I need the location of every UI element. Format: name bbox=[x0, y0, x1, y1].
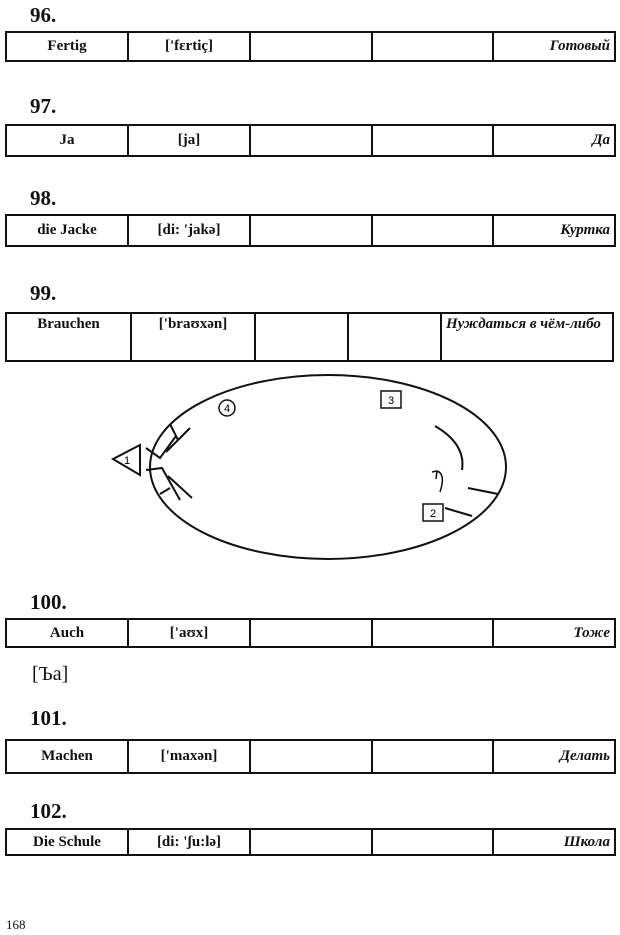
blank-cell bbox=[372, 619, 494, 647]
throat-line bbox=[445, 508, 472, 516]
page-number: 168 bbox=[6, 917, 26, 932]
marker-4-label: 4 bbox=[223, 403, 231, 415]
entry-number: 100. bbox=[30, 590, 67, 614]
marker-2-label: 2 bbox=[429, 508, 437, 520]
vocab-row bbox=[5, 618, 616, 648]
transcription-cell: [di: 'jakə] bbox=[128, 215, 250, 246]
word-cell: Brauchen bbox=[6, 313, 131, 361]
entry-number: 98. bbox=[30, 186, 57, 210]
entry-number: 101. bbox=[30, 706, 67, 730]
entry-number: 97. bbox=[30, 94, 57, 118]
word-cell: Ja bbox=[6, 125, 128, 156]
transcription-cell: [di: 'ʃu:lə] bbox=[128, 829, 250, 855]
oral-cavity-outline bbox=[150, 375, 506, 559]
vocab-row bbox=[5, 828, 616, 856]
entry-number: 96. bbox=[30, 3, 57, 27]
blank-cell bbox=[372, 740, 494, 773]
transcription-cell: ['fɛrtiç] bbox=[128, 32, 250, 61]
entry-number: 99. bbox=[30, 281, 57, 305]
marker-1-label: 1 bbox=[123, 455, 131, 467]
translation-cell: Делать bbox=[493, 740, 615, 773]
uvula-line bbox=[468, 488, 498, 494]
blank-cell bbox=[372, 829, 494, 855]
entry-number: 102. bbox=[30, 799, 67, 823]
translation-cell: Куртка bbox=[493, 215, 615, 246]
word-cell: Die Schule bbox=[6, 829, 128, 855]
translation-cell: Тоже bbox=[493, 619, 615, 647]
tongue-curve bbox=[435, 426, 462, 470]
transcription-cell: ['braʊxən] bbox=[131, 313, 255, 361]
blank-cell bbox=[250, 740, 372, 773]
airflow-arrow bbox=[432, 471, 442, 492]
handwritten-note: [Ъa] bbox=[32, 663, 69, 685]
word-cell: Machen bbox=[6, 740, 128, 773]
translation-cell: Да bbox=[493, 125, 615, 156]
upper-lip-lines bbox=[146, 424, 190, 458]
transcription-cell: ['maxən] bbox=[128, 740, 250, 773]
word-cell: die Jacke bbox=[6, 215, 128, 246]
blank-cell bbox=[250, 619, 372, 647]
blank-cell bbox=[250, 829, 372, 855]
word-cell: Fertig bbox=[6, 32, 128, 61]
word-cell: Auch bbox=[6, 619, 128, 647]
transcription-cell: [ja] bbox=[128, 125, 250, 156]
translation-cell: Нуждаться в чём-либо bbox=[441, 313, 613, 361]
translation-cell: Готовый bbox=[493, 32, 615, 61]
translation-cell: Школа bbox=[493, 829, 615, 855]
vocab-row bbox=[5, 739, 616, 774]
marker-3-label: 3 bbox=[387, 395, 395, 407]
transcription-cell: ['aʊx] bbox=[128, 619, 250, 647]
